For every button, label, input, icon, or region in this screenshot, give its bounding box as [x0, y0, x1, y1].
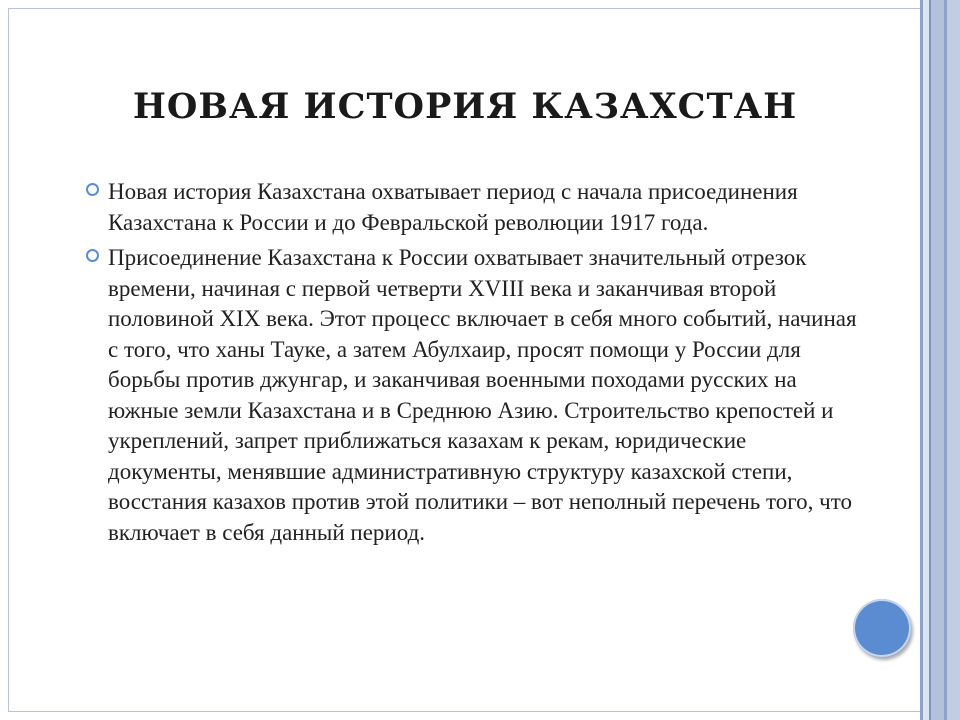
stripe — [947, 0, 960, 720]
bullet-item — [86, 243, 861, 548]
bullet-text: Присоединение Казахстана к России охватывает значительный отрезок времени, начиная с первой четверти XVIII века и заканчивая второй половиной XIX века. Этот процесс включает в себя много событий, начиная с того, что ханы Тауке, а затем Абулхаир, просят помощи у России для борьбы против джунгар, и заканчивая военными походами русских на южные земли Казахстана и в Среднюю Азию. Строительство крепостей и укреплений, запрет приближаться казахам к рекам, юридические документы, менявшие административную структуру казахской степи, восстания казахов против этой политики – вот неполный перечень того, что включает в себя данный период. — [108, 245, 857, 545]
slide-body — [86, 177, 861, 553]
circle-button-icon[interactable] — [853, 599, 911, 657]
stripe — [931, 0, 944, 720]
bullet-text: Новая история Казахстана охватывает период с начала присоединения Казахстана к России и до Февральской революции 1917 года. — [108, 179, 798, 235]
slide-title: НОВАЯ ИСТОРИЯ КАЗАХСТАН — [132, 86, 798, 127]
bullet-circle-icon — [86, 249, 99, 262]
bullet-item — [86, 177, 861, 238]
bullet-circle-icon — [86, 183, 99, 196]
